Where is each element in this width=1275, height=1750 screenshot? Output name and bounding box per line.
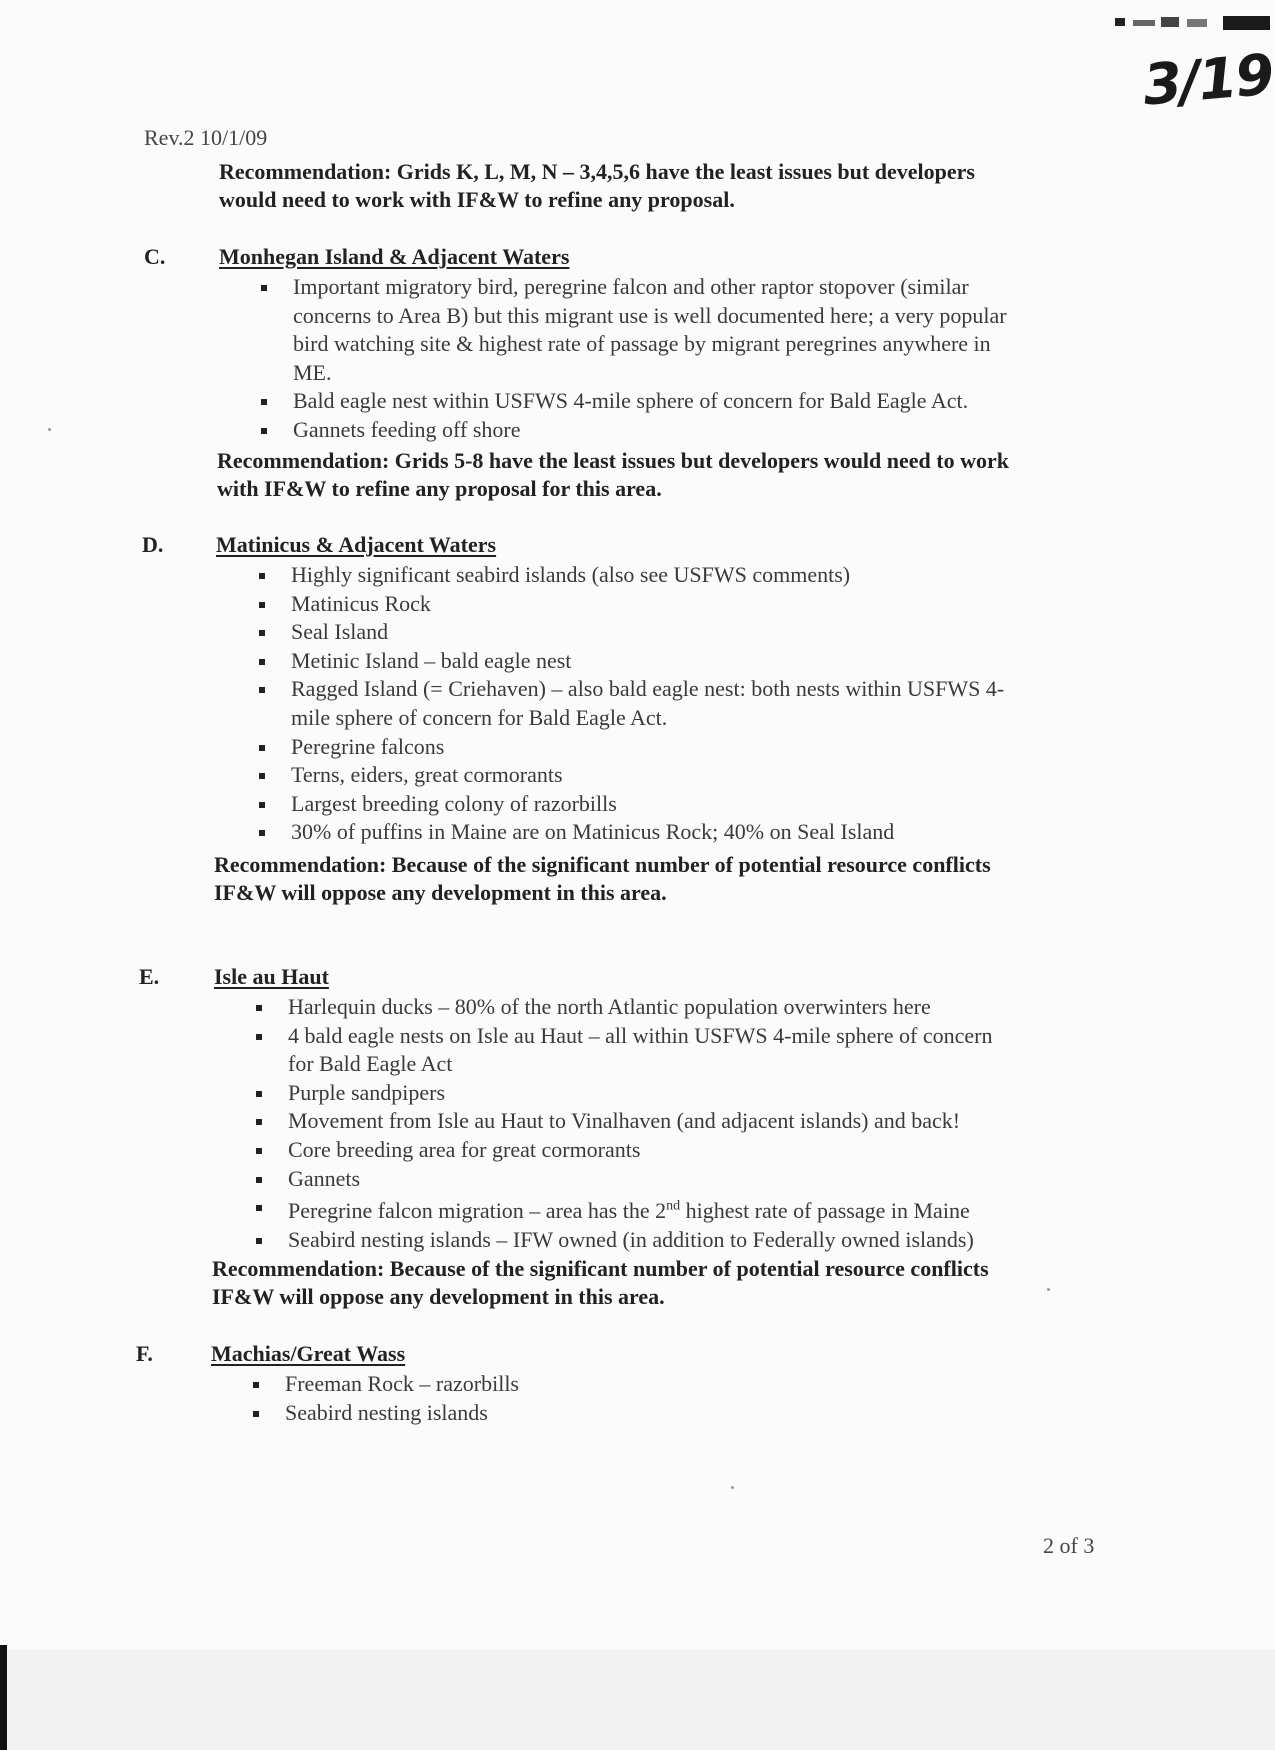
list-item: Largest breeding colony of razorbills — [259, 790, 1004, 819]
list-item: Important migratory bird, peregrine falcon and other raptor stopover (similar concerns to Area B) but this migrant use is well documented here; a very popular bird watching site & highest rate of passage by migrant peregrines anywhere in ME. — [261, 273, 1007, 387]
list-item: Peregrine falcons — [259, 733, 1004, 762]
list-item: Metinic Island – bald eagle nest — [259, 647, 1004, 676]
list-item: Peregrine falcon migration – area has the 2nd highest rate of passage in Maine — [256, 1193, 992, 1226]
list-item: Purple sandpipers — [256, 1079, 992, 1108]
scan-speck — [48, 428, 51, 431]
recommendation-line: Recommendation: Because of the significant number of potential resource conflicts — [214, 852, 991, 877]
top-recommendation — [219, 158, 975, 214]
bullet-icon — [261, 285, 267, 291]
section-d-list — [259, 561, 1004, 847]
list-item: Freeman Rock – razorbills — [253, 1370, 519, 1399]
list-item: Core breeding area for great cormorants — [256, 1136, 992, 1165]
section-letter-e: E. — [139, 964, 160, 989]
list-item: Harlequin ducks – 80% of the north Atlantic population overwinters here — [256, 993, 992, 1022]
scan-edge-mark — [0, 1645, 7, 1750]
page-number: 2 of 3 — [1043, 1533, 1095, 1558]
scan-speck — [1047, 1288, 1050, 1291]
section-c-recommendation — [217, 447, 1009, 503]
list-item: Terns, eiders, great cormorants — [259, 761, 1004, 790]
section-c-list — [261, 273, 1007, 445]
bullet-icon — [253, 1382, 259, 1388]
list-item: 4 bald eagle nests on Isle au Haut – all within USFWS 4-mile sphere of concern for Bald Eagle Act — [256, 1022, 992, 1079]
bullet-icon — [259, 630, 265, 636]
bullet-icon — [256, 1034, 262, 1040]
bullet-icon — [259, 659, 265, 665]
bullet-icon — [256, 1148, 262, 1154]
handwritten-page-number: 3/19 — [1140, 42, 1275, 119]
list-item: Highly significant seabird islands (also see USFWS comments) — [259, 561, 1004, 590]
section-e-recommendation — [212, 1255, 989, 1311]
list-item: Seabird nesting islands – IFW owned (in addition to Federally owned islands) — [256, 1226, 992, 1255]
bullet-icon — [261, 428, 267, 434]
section-title-isle-au-haut: Isle au Haut — [214, 964, 329, 989]
revision-date: Rev.2 10/1/09 — [144, 125, 268, 150]
bullet-icon — [259, 602, 265, 608]
bullet-icon — [259, 773, 265, 779]
scan-bottom-band — [0, 1650, 1275, 1750]
list-item: Gannets feeding off shore — [261, 416, 1007, 445]
bullet-icon — [259, 802, 265, 808]
recommendation-line: Recommendation: Grids 5-8 have the least issues but developers would need to work — [217, 448, 1009, 473]
bullet-icon — [256, 1177, 262, 1183]
bullet-icon — [256, 1091, 262, 1097]
recommendation-line: IF&W will oppose any development in this area. — [214, 880, 667, 905]
bullet-icon — [259, 745, 265, 751]
corner-scan-marks — [1115, 16, 1270, 32]
list-item: 30% of puffins in Maine are on Matinicus Rock; 40% on Seal Island — [259, 818, 1004, 847]
list-item: Gannets — [256, 1165, 992, 1194]
section-f-list — [253, 1370, 519, 1427]
bullet-icon — [256, 1005, 262, 1011]
recommendation-line: would need to work with IF&W to refine any proposal. — [219, 187, 735, 212]
scan-speck — [731, 1486, 734, 1489]
bullet-icon — [256, 1119, 262, 1125]
recommendation-line: with IF&W to refine any proposal for this area. — [217, 476, 662, 501]
list-item: Bald eagle nest within USFWS 4-mile sphere of concern for Bald Eagle Act. — [261, 387, 1007, 416]
section-e-list — [256, 993, 992, 1255]
list-item: Movement from Isle au Haut to Vinalhaven (and adjacent islands) and back! — [256, 1107, 992, 1136]
section-letter-f: F. — [136, 1341, 153, 1366]
section-d-recommendation — [214, 851, 991, 907]
bullet-icon — [259, 573, 265, 579]
bullet-icon — [261, 399, 267, 405]
list-item: Matinicus Rock — [259, 590, 1004, 619]
bullet-icon — [259, 687, 265, 693]
section-title-machias: Machias/Great Wass — [211, 1341, 406, 1366]
recommendation-line: Recommendation: Grids K, L, M, N – 3,4,5,6 have the least issues but developers — [219, 159, 975, 184]
bullet-icon — [253, 1411, 259, 1417]
section-letter-c: C. — [144, 244, 166, 269]
recommendation-line: Recommendation: Because of the significant number of potential resource conflicts — [212, 1256, 989, 1281]
section-title-matinicus: Matinicus & Adjacent Waters — [216, 532, 497, 557]
section-letter-d: D. — [142, 532, 164, 557]
recommendation-line: IF&W will oppose any development in this area. — [212, 1284, 665, 1309]
bullet-icon — [259, 830, 265, 836]
bullet-icon — [256, 1205, 262, 1211]
list-item: Seabird nesting islands — [253, 1399, 519, 1428]
bullet-icon — [256, 1238, 262, 1244]
list-item: Seal Island — [259, 618, 1004, 647]
list-item: Ragged Island (= Criehaven) – also bald eagle nest: both nests within USFWS 4- mile sphere of concern for Bald Eagle Act. — [259, 675, 1004, 732]
section-title-monhegan: Monhegan Island & Adjacent Waters — [219, 244, 570, 269]
